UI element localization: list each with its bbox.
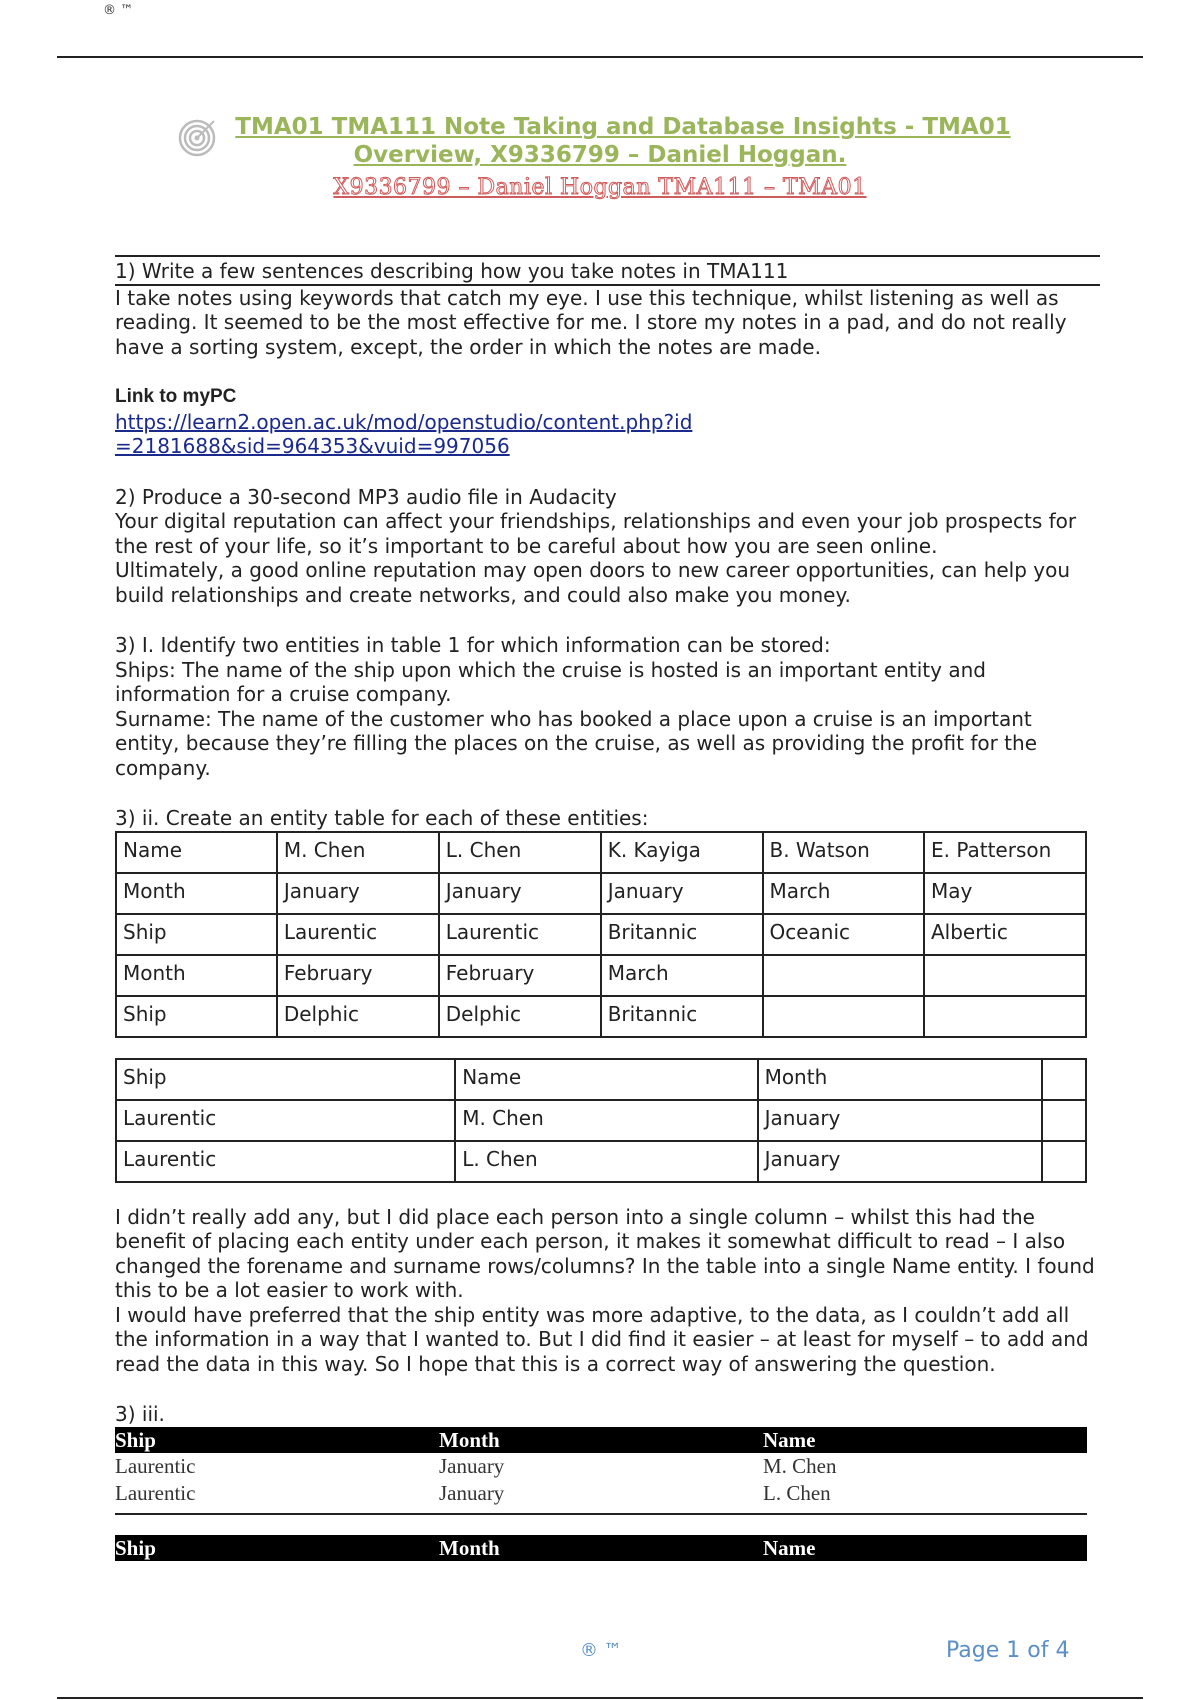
link-label: Link to myPC [115,386,237,407]
q3i-ships: Ships: The name of the ship upon which the cruise is hosted is an important entity and information for a cruise company. [115,657,986,706]
q3i-heading: 3) I. Identify two entities in table 1 for which information can be stored: [115,633,831,657]
table-cell [763,955,924,996]
table-cell: K. Kayiga [601,832,763,873]
table-cell: Name [116,832,277,873]
q3ii-heading: 3) ii. Create an entity table for each of these entities: [115,806,649,830]
table-cell [924,955,1086,996]
table-cell: M. Chen [277,832,439,873]
table-cell [1042,1059,1086,1100]
table-cell: M. Chen [763,1453,837,1478]
entity-table-2 [115,1058,1087,1183]
table-cell: March [763,873,924,914]
q2-para-2: Ultimately, a good online reputation may open doors to new career opportunities, can help you build relationships and create networks, and could also make you money. [115,558,1071,607]
table-cell: Britannic [601,996,763,1037]
table-cell: January [601,873,763,914]
table-cell: B. Watson [763,832,924,873]
table-cell: Month [758,1059,1042,1100]
table-cell: Delphic [277,996,439,1037]
table-cell: January [277,873,439,914]
table-cell: L. Chen [763,1480,831,1505]
table-rule [115,1513,1087,1515]
query-result-header [115,1427,1087,1453]
column-header: Ship [115,1535,156,1560]
column-header: Name [763,1535,816,1560]
table-cell: Laurentic [439,914,601,955]
subtitle: X9336799 – Daniel Hoggan TMA111 – TMA01 [333,175,867,200]
table-row [116,996,1086,1037]
table-cell: January [439,1453,505,1478]
table-cell: Britannic [601,914,763,955]
q3i-surname: Surname: The name of the customer who has booked a place upon a cruise is an important entity, because they’re filling the places on the cruise, as well as providing the profit for the company. [115,706,1038,780]
table-cell: Albertic [924,914,1086,955]
table-row [116,1100,1086,1141]
table-cell: M. Chen [455,1100,757,1141]
page-number: Page 1 of 4 [946,1638,1070,1663]
table-row [116,914,1086,955]
q2-heading: 2) Produce a 30-second MP3 audio file in Audacity [115,484,617,509]
column-header: Month [439,1427,500,1452]
table-cell: Oceanic [763,914,924,955]
table-cell: January [439,1480,505,1505]
table-cell: Ship [116,1059,455,1100]
table-cell: Laurentic [115,1453,196,1478]
q3ii-para-2: I would have preferred that the ship entity was more adaptive, to the data, as I couldn’t add all the information in a way that I wanted to. But I did find it easier – at least for myself – to add and read the data in this way. So I hope that this is a correct way of answering the question. [115,1302,1089,1376]
table-cell [1042,1100,1086,1141]
table-cell: Laurentic [277,914,439,955]
q3iii-heading: 3) iii. [115,1402,165,1426]
table-cell: Delphic [439,996,601,1037]
document-title [160,113,1040,200]
table-cell [1042,1141,1086,1182]
q2-para-1: Your digital reputation can affect your friendships, relationships and even your job prospects for the rest of your life, so it’s important to be careful about how you are seen online. [115,509,1077,558]
table-row [116,832,1086,873]
table-row [116,955,1086,996]
q1-body: I take notes using keywords that catch my eye. I use this technique, whilst listening as well as reading. It seemed to be the most effective for me. I store my notes in a pad, and do not really have a sorting system, except, the order in which the notes are made. [115,285,1067,359]
header-rule [57,56,1143,58]
q1-heading: 1) Write a few sentences describing how you take notes in TMA111 [115,255,1100,286]
table-cell: January [439,873,601,914]
table-cell: February [439,955,601,996]
table-row [116,1059,1086,1100]
table-cell: January [758,1141,1042,1182]
table-cell [924,996,1086,1037]
table-row [116,873,1086,914]
table-cell [763,996,924,1037]
title-line-2: Overview, X9336799 – Daniel Hoggan. [353,142,847,168]
target-icon [178,117,218,157]
column-header: Name [763,1427,816,1452]
table-cell: Laurentic [116,1100,455,1141]
title-line-1: TMA01 TMA111 Note Taking and Database Insights - TMA01 [235,114,1011,140]
q3ii-para-1: I didn’t really add any, but I did place each person into a single column – whilst this had the benefit of placing each entity under each person, it makes it somewhat difficult to read – I also changed the forename and surname rows/columns? In the table into a single Name entity. I found this to be a lot easier to work with. [115,1204,1095,1302]
table-cell: Ship [116,914,277,955]
table-cell: L. Chen [455,1141,757,1182]
entity-table-1 [115,831,1087,1038]
table-cell: March [601,955,763,996]
table-cell: L. Chen [439,832,601,873]
table-cell: January [758,1100,1042,1141]
table-cell: May [924,873,1086,914]
table-cell: Laurentic [115,1480,196,1505]
table-row [115,1453,1087,1480]
footer-trademark: ® ™ [580,1640,622,1661]
table-cell: E. Patterson [924,832,1086,873]
table-cell: Ship [116,996,277,1037]
mypc-link[interactable]: https://learn2.open.ac.uk/mod/openstudio/content.php?id=2181688&sid=964353&vuid=997056 [115,409,693,458]
document-body [115,255,1100,1561]
table-row [116,1141,1086,1182]
header-trademark: ® ™ [103,3,134,18]
table-row [115,1480,1087,1507]
column-header: Month [439,1535,500,1560]
column-header: Ship [115,1427,156,1452]
table-cell: Month [116,873,277,914]
query-result-header-2 [115,1535,1087,1561]
footer-rule [57,1697,1143,1699]
table-cell: February [277,955,439,996]
table-cell: Laurentic [116,1141,455,1182]
table-cell: Month [116,955,277,996]
query-result-table [115,1427,1087,1561]
table-cell: Name [455,1059,757,1100]
